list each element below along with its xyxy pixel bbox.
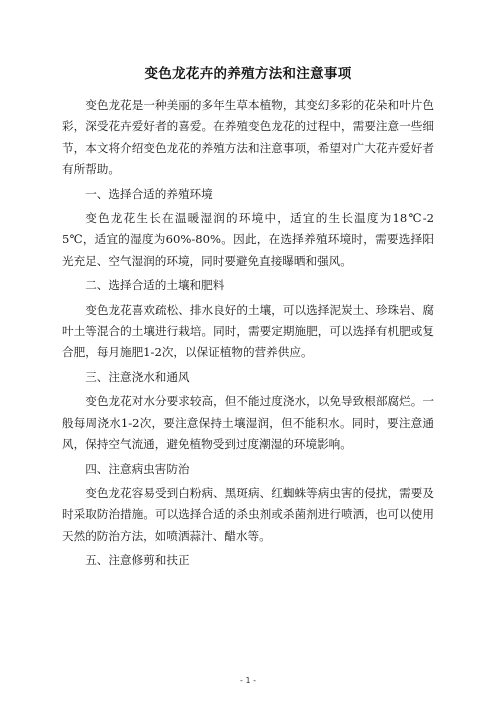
section-heading-5: 五、注意修剪和扶正 [85, 553, 190, 568]
section-paragraph-1: 变色龙花生长在温暖湿润的环境中，适宜的生长温度为18℃-25℃，适宜的湿度为60%-80%。因此，在选择养殖环境时，需要选择阳光充足、空气湿润的环境，同时要避免直接曝晒和强风。 [62, 211, 434, 268]
page-number: - 1 - [240, 676, 256, 685]
document-title: 变色龙花卉的养殖方法和注意事项 [144, 66, 352, 82]
section-paragraph-4: 变色龙花容易受到白粉病、黑斑病、红蜘蛛等病虫害的侵扰，需要及时采取防治措施。可以选择合适的杀虫剂或杀菌剂进行喷洒，也可以使用天然的防治方法，如喷洒蒜汁、醋水等。 [62, 485, 434, 543]
section-paragraph-3: 变色龙花对水分要求较高，但不能过度浇水，以免导致根部腐烂。一般每周浇水1-2次，要注意保持土壤湿润，但不能积水。同时，要注意通风，保持空气流通，避免植物受到过度潮湿的环境影响。 [62, 394, 434, 452]
section-heading-1: 一、选择合适的养殖环境 [85, 186, 213, 201]
section-heading-3: 三、注意浇水和通风 [85, 369, 190, 384]
document-body [62, 95, 434, 575]
section-heading-4: 四、注意病虫害防治 [85, 461, 190, 476]
section-heading-2: 二、选择合适的土壤和肥料 [85, 278, 225, 293]
section-paragraph-2: 变色龙花喜欢疏松、排水良好的土壤，可以选择泥炭土、珍珠岩、腐叶土等混合的土壤进行栽培。同时，需要定期施肥，可以选择有机肥或复合肥，每月施肥1-2次，以保证植物的营养供应。 [62, 302, 434, 360]
intro-paragraph: 变色龙花是一种美丽的多年生草本植物，其变幻多彩的花朵和叶片色彩，深受花卉爱好者的喜爱。在养殖变色龙花的过程中，需要注意一些细节，本文将介绍变色龙花的养殖方法和注意事项，希望对广大花卉爱好者有所帮助。 [62, 98, 434, 177]
